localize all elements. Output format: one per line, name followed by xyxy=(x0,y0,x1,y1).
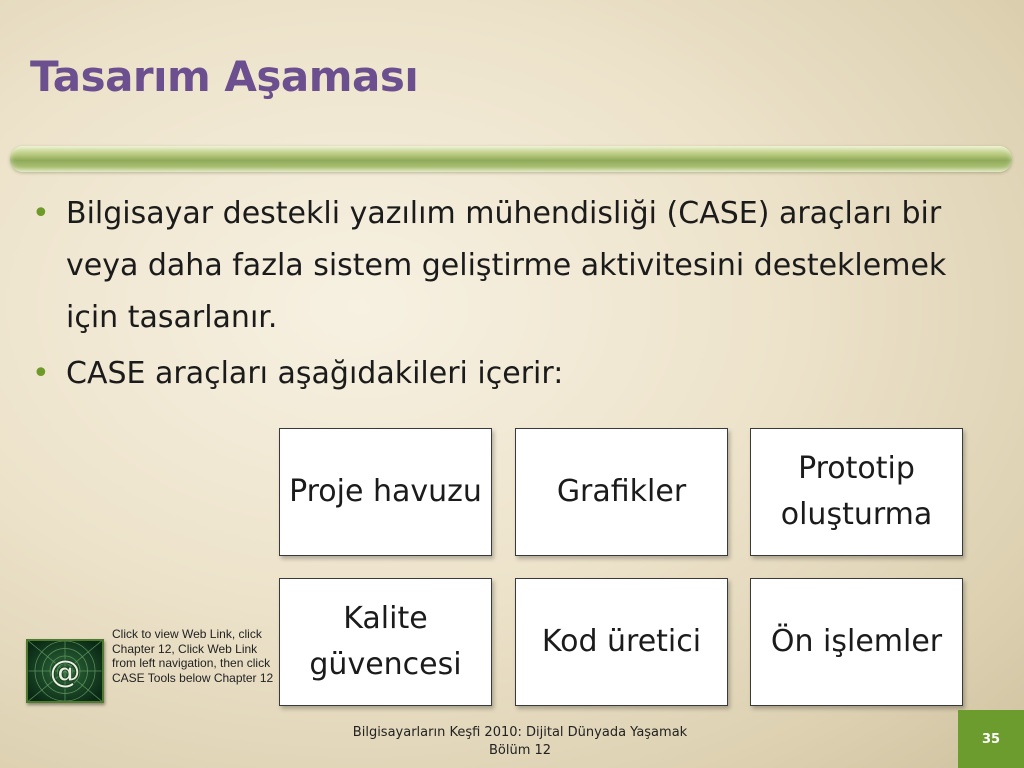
tool-box-kod-uretici: Kod üretici xyxy=(515,578,728,706)
case-tools-grid xyxy=(279,428,967,708)
title-divider-bar xyxy=(10,146,1012,172)
bullet-text: CASE araçları aşağıdakileri içerir: xyxy=(66,356,564,391)
tool-box-kalite: Kalite güvencesi xyxy=(279,578,492,706)
bullet-icon: • xyxy=(32,356,50,391)
tool-box-grafikler: Grafikler xyxy=(515,428,728,556)
bullet-list xyxy=(28,188,948,404)
footer-line-1: Bilgisayarların Keşfi 2010: Dijital Dünyada Yaşamak xyxy=(352,725,688,740)
svg-text:@: @ xyxy=(49,652,81,691)
footer-line-2: Bölüm 12 xyxy=(488,743,552,758)
web-link-at-icon[interactable] xyxy=(26,639,104,703)
bullet-item xyxy=(28,188,948,344)
slide-title: Tasarım Aşaması xyxy=(30,52,419,101)
web-link-caption: Click to view Web Link, click Chapter 12, Click Web Link from left navigation, then click CASE Tools below Chapter 12 xyxy=(112,627,274,685)
footer xyxy=(300,724,740,760)
bullet-item xyxy=(28,348,948,400)
page-number: 35 xyxy=(958,710,1024,768)
tool-box-proje-havuzu: Proje havuzu xyxy=(279,428,492,556)
tool-box-prototip: Prototip oluşturma xyxy=(750,428,963,556)
bullet-icon: • xyxy=(32,196,50,231)
tool-box-on-islemler: Ön işlemler xyxy=(750,578,963,706)
bullet-text: Bilgisayar destekli yazılım mühendisliği (CASE) araçları bir veya daha fazla sistem geliştirme aktivitesini desteklemek için tasarlanır. xyxy=(66,196,947,335)
web-link-graphic xyxy=(28,641,102,701)
